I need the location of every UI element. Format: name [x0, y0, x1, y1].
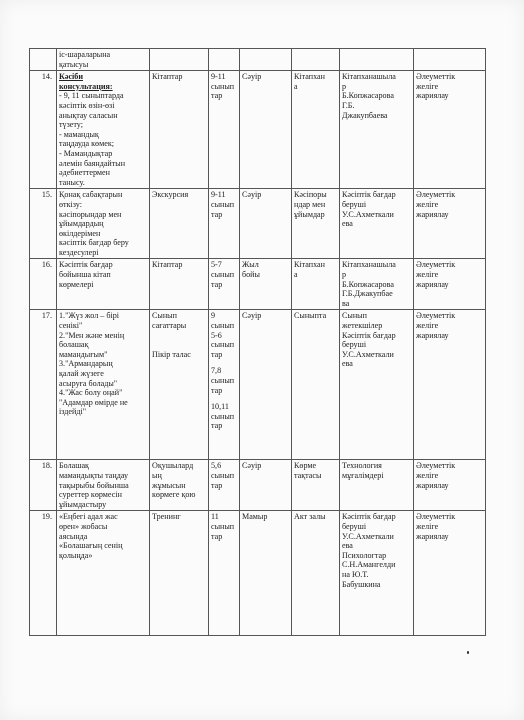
result-cell — [414, 460, 486, 511]
audience-cell — [209, 49, 240, 71]
cell-line: желіге — [416, 270, 439, 280]
cell-line: Сәуір — [242, 461, 262, 471]
cell-line: Б.Копжасарова — [342, 91, 394, 101]
table-row — [30, 49, 486, 71]
cell-line: Кітаптар — [152, 260, 183, 270]
date-cell — [240, 511, 292, 636]
cell-line: ева — [342, 359, 353, 369]
cell-line: беруші — [342, 340, 367, 350]
form-cell — [150, 71, 209, 189]
cell-line: Болашақ — [59, 461, 89, 471]
cell-line: Әлеуметтік — [416, 512, 456, 522]
cell-spacer — [211, 395, 237, 402]
event-cell — [57, 189, 150, 259]
cell-line: Әлеуметтік — [416, 72, 456, 82]
cell-line: 9-11 — [211, 72, 226, 82]
cell-line: тар — [211, 349, 223, 359]
cell-line: 5-7 — [211, 260, 222, 270]
cell-line: 3."Армандарың — [59, 359, 113, 369]
result-cell — [414, 310, 486, 460]
cell-line: қалай жүзеге — [59, 369, 104, 379]
cell-line: У.С.Ахметкали — [342, 349, 394, 359]
cell-line: суреттер көрмесін — [59, 490, 122, 500]
cell-line: жариялау — [416, 209, 449, 219]
cell-line: Әлеуметтік — [416, 461, 456, 471]
cell-line: тар — [211, 279, 223, 289]
cell-line: жетекшілер — [342, 321, 383, 331]
cell-line: 4."Жас болу оңай" — [59, 388, 123, 398]
scan-speck — [467, 651, 469, 654]
audience-cell — [209, 189, 240, 259]
cell-line: У.С.Ахметкали — [342, 531, 394, 541]
cell-line: ұйымдар — [294, 209, 325, 219]
form-cell — [150, 310, 209, 460]
responsible-cell — [340, 460, 414, 511]
cell-line: Психологтар — [342, 550, 387, 560]
cell-line: түзету; — [59, 120, 83, 130]
place-cell — [292, 310, 340, 460]
cell-line: Кәсіптік бағдар — [342, 190, 396, 200]
form-cell — [150, 259, 209, 310]
cell-line: сынып — [211, 376, 235, 386]
cell-line: жариялау — [416, 91, 449, 101]
cell-line: р — [342, 81, 347, 91]
cell-line: кәсіптік бағдар беру — [59, 238, 129, 248]
form-cell — [150, 511, 209, 636]
cell-line: қолыңда» — [59, 550, 93, 560]
cell-line: желіге — [416, 522, 439, 532]
cell-line: желіге — [416, 199, 439, 209]
cell-line: кәсіптік өзін-өзі — [59, 100, 115, 110]
cell-line: тақтасы — [294, 471, 322, 481]
cell-line: «Болашағың сенің — [59, 541, 123, 551]
cell-line: а — [294, 81, 298, 91]
place-cell — [292, 511, 340, 636]
date-cell — [240, 189, 292, 259]
table-row — [30, 71, 486, 189]
cell-line: ұйымдардың — [59, 219, 104, 229]
cell-line: Кітапхан — [294, 260, 325, 270]
cell-line: Кітапхан — [294, 72, 325, 82]
cell-line: ева — [342, 219, 353, 229]
cell-line: Кәсіпоры — [294, 190, 327, 200]
cell-line: консультация: — [59, 81, 113, 91]
result-cell — [414, 189, 486, 259]
table-row — [30, 460, 486, 511]
career-guidance-plan-table — [29, 48, 486, 636]
cell-line: таңдауда көмек; — [59, 139, 115, 149]
cell-line: жариялау — [416, 480, 449, 490]
cell-line: 11 — [211, 512, 219, 522]
cell-line: - Мамандықтар — [59, 148, 113, 158]
cell-line: мамандығым" — [59, 349, 108, 359]
cell-line: сағаттары — [152, 321, 187, 331]
responsible-cell — [340, 310, 414, 460]
cell-line: болашақ — [59, 340, 89, 350]
row-number-cell: 18. — [30, 460, 57, 511]
cell-line: Сәуір — [242, 72, 262, 82]
cell-line: сынып — [211, 321, 235, 331]
cell-line: Сынып — [152, 311, 177, 321]
cell-line: Әлеуметтік — [416, 260, 456, 270]
audience-cell — [209, 460, 240, 511]
audience-cell — [209, 511, 240, 636]
responsible-cell — [340, 189, 414, 259]
form-cell — [150, 189, 209, 259]
audience-cell — [209, 259, 240, 310]
cell-spacer — [152, 331, 206, 350]
date-cell — [240, 460, 292, 511]
cell-line: сынып — [211, 411, 235, 421]
cell-line: Кәсіби — [59, 72, 84, 82]
cell-line: тақырыбы бойынша — [59, 480, 129, 490]
cell-line: беруші — [342, 522, 367, 532]
cell-line: тар — [211, 385, 223, 395]
cell-line: ұйымдастыру — [59, 499, 107, 509]
cell-line: Мамыр — [242, 512, 268, 522]
date-cell — [240, 259, 292, 310]
cell-line: сынып — [211, 471, 235, 481]
cell-line: на Ю.Т. — [342, 570, 369, 579]
cell-line: танысу. — [59, 177, 85, 187]
cell-line: беруші — [342, 199, 367, 209]
cell-line: тар — [211, 209, 223, 219]
cell-line: Акт залы — [294, 512, 326, 522]
cell-line: Оқушылард — [152, 461, 194, 471]
cell-line: жұмысын — [152, 480, 186, 490]
cell-line: сынып — [211, 340, 235, 350]
cell-line: әлемін баяндайтын — [59, 158, 126, 168]
cell-line: Кәсіптік бағдар — [342, 330, 396, 340]
cell-line: "Адамдар өмірде не — [59, 397, 128, 407]
cell-line: сынып — [211, 199, 235, 209]
cell-line: 5-6 — [211, 330, 222, 340]
cell-line: желіге — [416, 321, 439, 331]
cell-line: Жыл — [242, 260, 259, 270]
form-cell — [150, 49, 209, 71]
cell-line: а — [294, 270, 298, 280]
cell-line: бойы — [242, 270, 260, 280]
result-cell — [414, 49, 486, 71]
cell-line: кездесулері — [59, 247, 99, 257]
cell-line: іздейді" — [59, 407, 87, 417]
result-cell — [414, 259, 486, 310]
place-cell — [292, 189, 340, 259]
table-row — [30, 511, 486, 636]
row-number-cell — [30, 49, 57, 71]
cell-line: Кәсіптік бағдар — [59, 260, 113, 270]
cell-line: Сыныпта — [294, 311, 327, 321]
result-cell — [414, 71, 486, 189]
cell-line: 9 — [211, 311, 216, 321]
event-cell — [57, 460, 150, 511]
cell-line: қатысуы — [59, 59, 89, 69]
cell-line: анықтау саласын — [59, 110, 118, 120]
responsible-cell — [340, 511, 414, 636]
cell-line: сынып — [211, 270, 235, 280]
event-cell — [57, 511, 150, 636]
row-number-cell: 15. — [30, 189, 57, 259]
date-cell — [240, 49, 292, 71]
cell-line: тар — [211, 480, 223, 490]
cell-line: сынып — [211, 522, 235, 532]
place-cell — [292, 259, 340, 310]
cell-line: жариялау — [416, 531, 449, 541]
cell-line: Сәуір — [242, 311, 262, 321]
cell-line: Сәуір — [242, 190, 262, 200]
row-number-cell: 16. — [30, 259, 57, 310]
cell-line: Кітаптар — [152, 72, 183, 82]
event-cell — [57, 310, 150, 460]
cell-line: жариялау — [416, 330, 449, 340]
event-cell — [57, 259, 150, 310]
cell-line: 1."Жүз жол – бірі — [59, 311, 120, 321]
cell-line: әдебиеттермен — [59, 168, 110, 178]
cell-line: Джакупбаева — [342, 110, 388, 120]
cell-line: аясында — [59, 531, 88, 541]
table-row — [30, 259, 486, 310]
cell-line: көрмеге қою — [152, 490, 196, 500]
cell-line: сенікі" — [59, 321, 83, 331]
event-cell — [57, 49, 150, 71]
cell-line: Б.Копжасарова — [342, 279, 394, 289]
cell-line: кәсіпорындар мен — [59, 209, 122, 219]
cell-line: бойынша кітап — [59, 270, 111, 280]
row-number-cell: 14. — [30, 71, 57, 189]
result-cell — [414, 511, 486, 636]
cell-line: мамандықты таңдау — [59, 471, 129, 481]
cell-line: Экскурсия — [152, 190, 189, 200]
cell-line: 9-11 — [211, 190, 226, 200]
cell-line: желіге — [416, 81, 439, 91]
cell-line: С.Н.Амангелди — [342, 560, 396, 570]
place-cell — [292, 71, 340, 189]
row-number-cell: 19. — [30, 511, 57, 636]
cell-line: өрен» жобасы — [59, 522, 108, 532]
cell-line: «Еңбегі адал жас — [59, 512, 118, 522]
cell-spacer — [211, 359, 237, 366]
table-row — [30, 189, 486, 259]
cell-line: ың — [152, 471, 162, 481]
cell-line: көрмелері — [59, 279, 94, 289]
cell-line: желіге — [416, 471, 439, 481]
cell-line: Әлеуметтік — [416, 190, 456, 200]
form-cell — [150, 460, 209, 511]
cell-line: ева — [342, 541, 353, 551]
audience-cell — [209, 71, 240, 189]
cell-line: - 9, 11 сыныптарда — [59, 91, 124, 101]
responsible-cell — [340, 71, 414, 189]
cell-line: Әлеуметтік — [416, 311, 456, 321]
cell-line: асыруға болады" — [59, 378, 118, 388]
cell-line: Технология — [342, 461, 382, 471]
cell-line: ва — [342, 298, 350, 308]
cell-line: мұғалімдері — [342, 471, 384, 481]
cell-line: 2."Мен және менің — [59, 330, 125, 340]
cell-line: тар — [211, 421, 223, 431]
table-body — [30, 49, 486, 636]
cell-line: Бабушкина — [342, 579, 381, 589]
cell-line: У.С.Ахметкали — [342, 209, 394, 219]
cell-line: Кітапханашыла — [342, 260, 396, 270]
table-row — [30, 310, 486, 460]
cell-line: 10,11 — [211, 402, 229, 412]
cell-line: тар — [211, 91, 223, 101]
place-cell — [292, 49, 340, 71]
cell-line: 7,8 — [211, 366, 222, 376]
date-cell — [240, 310, 292, 460]
cell-line: тар — [211, 531, 223, 541]
audience-cell — [209, 310, 240, 460]
cell-line: Пікір талас — [152, 349, 191, 359]
cell-line: Кітапханашыла — [342, 72, 396, 82]
cell-line: Г.Б. — [342, 100, 355, 110]
cell-line: - мамандық — [59, 129, 99, 139]
cell-line: р — [342, 270, 347, 280]
cell-line: жариялау — [416, 279, 449, 289]
cell-line: ндар мен — [294, 199, 326, 209]
cell-line: сынып — [211, 81, 235, 91]
cell-line: Г.Б.Джакупбае — [342, 289, 393, 299]
cell-line: өкілдерімен — [59, 228, 101, 238]
cell-line: 5,6 — [211, 461, 222, 471]
cell-line: Кәсіптік бағдар — [342, 512, 396, 522]
cell-line: Сынып — [342, 311, 367, 321]
place-cell — [292, 460, 340, 511]
responsible-cell — [340, 49, 414, 71]
cell-line: өткізу: — [59, 199, 82, 209]
cell-line: Тренинг — [152, 512, 181, 522]
cell-line: Көрме — [294, 461, 317, 471]
date-cell — [240, 71, 292, 189]
cell-line: іс-шараларына — [59, 50, 111, 59]
row-number-cell: 17. — [30, 310, 57, 460]
responsible-cell — [340, 259, 414, 310]
event-cell — [57, 71, 150, 189]
cell-line: Қонақ сабақтарын — [59, 190, 123, 200]
